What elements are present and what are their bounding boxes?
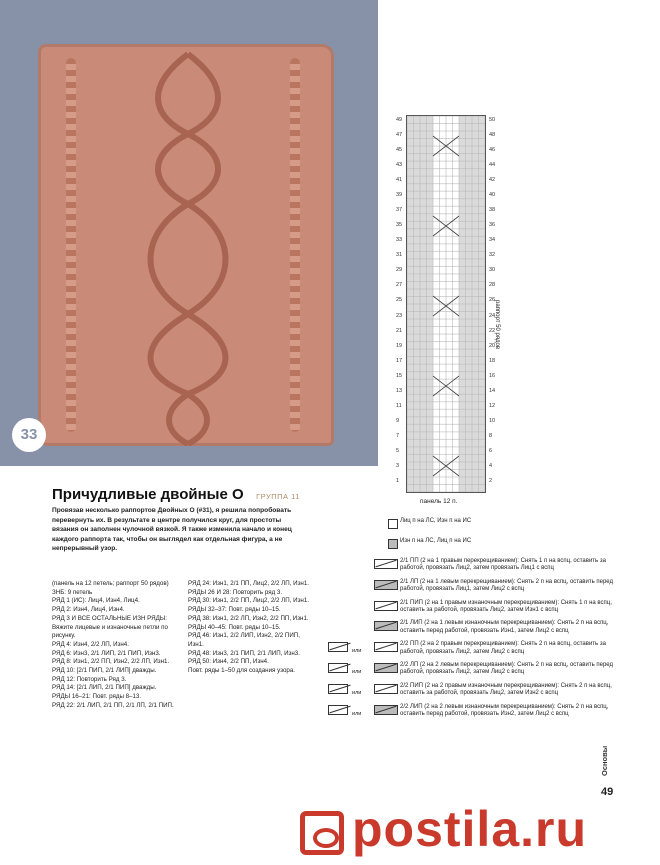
knit-symbol-icon	[388, 519, 398, 529]
legend-text: Лиц п на ЛС, Изн п на ИС	[400, 518, 472, 524]
legend-text: 2/2 ЛП (2 на 2 левым перекрещиванием): Снять 2 п на вспц, оставить перед работой, провязать Лиц2, затем Лиц2 с вспц	[400, 662, 614, 676]
legend-item-cable	[326, 620, 616, 635]
cable-symbol-icon	[374, 621, 398, 631]
postila-logo-icon	[300, 811, 344, 855]
watermark	[300, 800, 587, 858]
instruction-line: РЯД 22: 2/1 ЛИП, 2/1 ПП, 2/1 ЛП, 2/1 ПИП.	[52, 701, 174, 709]
legend-text: 2/1 ПП (2 на 1 правым перекрещиванием): Снять 1 п на вспц, оставить за работой, провязать Лиц2, затем провязать Лиц1 с вспц	[400, 558, 606, 572]
legend-item-cable	[326, 641, 616, 656]
chart-row-number: 46	[489, 147, 496, 154]
cable-symbol-alt-icon	[328, 705, 348, 715]
legend-item-cable	[326, 558, 616, 573]
instruction-line: РЯД 46: Изн1, 2/2 ЛИП, Изн2, 2/2 ПИП, Изн1.	[188, 632, 300, 648]
legend-text: 2/2 ПИП (2 на 2 правым изнаночным перекрещиванием): Снять 2 п на вспц, оставить за работой, провязать Лиц2, затем Изн2 с вспц	[400, 682, 612, 697]
chart-grid	[407, 116, 485, 492]
chart-row-number: 18	[489, 357, 496, 364]
instruction-line: РЯДЫ 16–21: Повт. ряды 8–13.	[52, 693, 142, 701]
cable-symbol-icon	[374, 601, 398, 611]
chart-row-number: 38	[489, 207, 496, 214]
watermark-text: postila.ru	[352, 801, 588, 857]
swatch-photo	[0, 0, 378, 466]
chart-row-number: 10	[489, 417, 496, 424]
group-label: ГРУППА 11	[256, 492, 300, 501]
instruction-line: РЯД 2: Изн4, Лиц4, Изн4.	[52, 606, 125, 614]
instruction-line: РЯДЫ 32–37: Повт. ряды 10–15.	[188, 606, 281, 614]
chart-row-number: 21	[396, 327, 403, 334]
chart-row-number: 48	[489, 132, 496, 139]
chart-row-number: 17	[396, 357, 403, 364]
purl-symbol-icon	[388, 539, 398, 549]
chart-legend	[326, 518, 616, 725]
legend-item-cable	[326, 662, 616, 677]
legend-item-knit	[326, 518, 616, 532]
chart-row-number: 14	[489, 387, 496, 394]
chart-row-number: 6	[489, 447, 493, 454]
instruction-line: Повт. ряды 1–50 для создания узора.	[188, 667, 296, 675]
chart-row-number: 44	[489, 162, 496, 169]
cable-symbol-icon	[374, 684, 398, 694]
chart-row-number: 7	[396, 432, 400, 439]
chart-row-number: 49	[396, 117, 403, 123]
instruction-line: РЯД 14: [2/1 ЛИП, 2/1 ПИП] дважды.	[52, 684, 157, 692]
chart-row-number: 22	[489, 327, 496, 334]
cable-symbol-icon	[374, 580, 398, 590]
legend-text: 2/1 ПИП (2 на 1 правым изнаночным перекрещиванием): Снять 1 п на вспц, оставить за работой, провязать Лиц2, затем Изн1 с вспц	[400, 599, 612, 614]
chart-row-number: 32	[489, 252, 496, 259]
chart-row-number: 37	[396, 207, 403, 214]
instruction-line: РЯД 38: Изн1, 2/2 ЛП, Изн2, 2/2 ПП, Изн1.	[188, 614, 309, 622]
cable-symbol-alt-icon	[328, 642, 348, 652]
legend-item-cable	[326, 683, 616, 698]
instruction-line: РЯД 30: Изн1, 2/2 ПП, Лиц2, 2/2 ЛП, Изн1.	[188, 597, 309, 605]
alt-symbol	[326, 642, 363, 655]
chart-row-number: 24	[489, 312, 496, 319]
or-label: или	[352, 710, 362, 717]
chart-row-number: 1	[396, 477, 400, 484]
section-tag: Основы	[600, 745, 609, 776]
legend-item-cable	[326, 579, 616, 594]
chart-row-number: 41	[396, 177, 403, 184]
knitted-swatch	[38, 44, 334, 446]
instruction-line: РЯДЫ 26 И 28: Повторить ряд 3.	[188, 588, 283, 596]
chart-row-number: 28	[489, 282, 496, 289]
chart-row-number: 35	[396, 222, 403, 229]
alt-symbol	[326, 663, 363, 676]
chart-row-number: 42	[489, 177, 496, 184]
legend-item-purl	[326, 538, 616, 552]
chart-row-number: 43	[396, 162, 403, 169]
cable-drawing	[38, 44, 334, 446]
instruction-line: РЯД 50: Изн4, 2/2 ПП, Изн4.	[188, 658, 269, 666]
instruction-line: РЯД 10: [2/1 ПИП, 2/1 ЛИП] дважды.	[52, 667, 157, 675]
chart-row-number: 30	[489, 267, 496, 274]
chart-row-number: 40	[489, 192, 496, 199]
instruction-line: (панель на 12 петель; раппорт 50 рядов)	[52, 580, 169, 587]
legend-cable-items	[326, 558, 616, 719]
chart-row-number: 3	[396, 462, 400, 469]
instruction-line: ЗНБ: 9 петель	[52, 588, 93, 596]
or-label: или	[352, 669, 362, 676]
chart-row-number: 15	[396, 372, 403, 379]
chart-row-number: 47	[396, 132, 403, 139]
instruction-line: РЯД 12: Повторить Ряд 3.	[52, 675, 127, 683]
intro-text: Провязав несколько раппортов Двойных О (#31), я решила попробовать перевернуть их. В результате в центре получился круг, для простоты вязания он заполнен чулочной вязкой. Я также изменила начало и конец каждого раппорта так, чтобы он выглядел как отдельная фигура, а не непрерывный узор.	[52, 507, 292, 553]
alt-symbol	[326, 705, 363, 718]
legend-text: 2/2 ЛИП (2 на 2 левым изнаночным перекрещиванием): Снять 2 п на вспц, оставить перед работой, провязать Изн2, затем Лиц2 с вспц	[400, 703, 609, 718]
chart-row-number: 27	[396, 282, 403, 289]
cable-symbol-icon	[374, 705, 398, 715]
knitting-chart	[406, 115, 486, 493]
chart-side-label: раппорт 50 рядов	[494, 300, 500, 350]
chart-row-number: 4	[489, 462, 493, 469]
pattern-number-badge: 33	[12, 418, 46, 452]
cable-symbol-icon	[374, 642, 398, 652]
instruction-line: РЯД 3 И ВСЕ ОСТАЛЬНЫЕ ИЗН РЯДЫ: Вяжите лицевые и изнаночные петли по рисунку.	[52, 614, 168, 640]
chart-row-number: 39	[396, 192, 403, 199]
alt-symbol	[326, 684, 363, 697]
instruction-line: РЯД 8: Изн1, 2/2 ПП, Изн2, 2/2 ЛП, Изн1.	[52, 658, 170, 666]
chart-row-number: 5	[396, 447, 400, 454]
legend-text: 2/1 ЛП (2 на 1 левым перекрещиванием): Снять 2 п на вспц, оставить перед работой, провязать Лиц1, затем Лиц2 с вспц	[400, 578, 614, 593]
chart-row-number: 31	[396, 252, 403, 259]
instruction-line: РЯД 48: Изн3, 2/1 ПИП, 2/1 ЛИП, Изн3.	[188, 649, 300, 657]
legend-item-cable	[326, 704, 616, 719]
instruction-line: РЯДЫ 40–45: Повт. ряды 10–15.	[188, 623, 281, 631]
chart-row-number: 8	[489, 432, 493, 439]
page-title: Причудливые двойные О	[52, 486, 244, 503]
chart-row-number: 20	[489, 342, 496, 349]
cable-symbol-icon	[374, 663, 398, 673]
chart-row-number: 11	[396, 402, 402, 409]
chart-row-number: 19	[396, 342, 403, 349]
instructions-left	[52, 580, 184, 711]
instruction-line: РЯД 1 (ИС): Лиц4, Изн4, Лиц4.	[52, 597, 140, 605]
or-label: или	[352, 689, 362, 696]
instruction-line: РЯД 24: Изн1, 2/1 ПП, Лиц2, 2/2 ЛП, Изн1.	[188, 580, 309, 587]
chart-row-number: 9	[396, 417, 400, 424]
instruction-line: РЯД 4: Изн4, 2/2 ЛП, Изн4.	[52, 640, 129, 648]
legend-item-cable	[326, 600, 616, 615]
chart-row-number: 25	[396, 297, 403, 304]
chart-row-number: 45	[396, 147, 403, 154]
chart-row-number: 34	[489, 237, 496, 244]
chart-row-number: 2	[489, 477, 493, 484]
chart-row-number: 36	[489, 222, 496, 229]
chart-row-number: 50	[489, 117, 496, 123]
pattern-header	[52, 486, 300, 504]
page-number: 49	[601, 786, 614, 798]
chart-row-number: 13	[396, 387, 403, 394]
legend-text: Изн п на ЛС, Лиц п на ИС	[400, 538, 472, 544]
chart-row-number: 12	[489, 402, 496, 409]
legend-text: 2/1 ЛИП (2 на 1 левым изнаночным перекрещиванием): Снять 2 п на вспц, оставить перед работой, провязать Изн1, затем Лиц2 с вспц	[400, 620, 609, 634]
cable-symbol-alt-icon	[328, 684, 348, 694]
instruction-line: РЯД 6: Изн3, 2/1 ЛИП, 2/1 ПИП, Изн3.	[52, 649, 161, 657]
legend-text: 2/2 ПП (2 на 2 правым перекрещиванием): Снять 2 п на вспц, оставить за работой, провязать Лиц2, затем Лиц2 с вспц	[400, 641, 606, 655]
chart-row-number: 33	[396, 237, 403, 244]
cable-symbol-alt-icon	[328, 663, 348, 673]
instructions-right	[188, 580, 314, 676]
chart-footer-label: панель 12 п.	[420, 498, 458, 505]
cable-symbol-icon	[374, 559, 398, 569]
or-label: или	[352, 648, 362, 655]
chart-row-number: 16	[489, 372, 496, 379]
chart-row-number: 23	[396, 312, 403, 319]
chart-row-number: 29	[396, 267, 403, 274]
chart-row-number: 26	[489, 297, 496, 304]
